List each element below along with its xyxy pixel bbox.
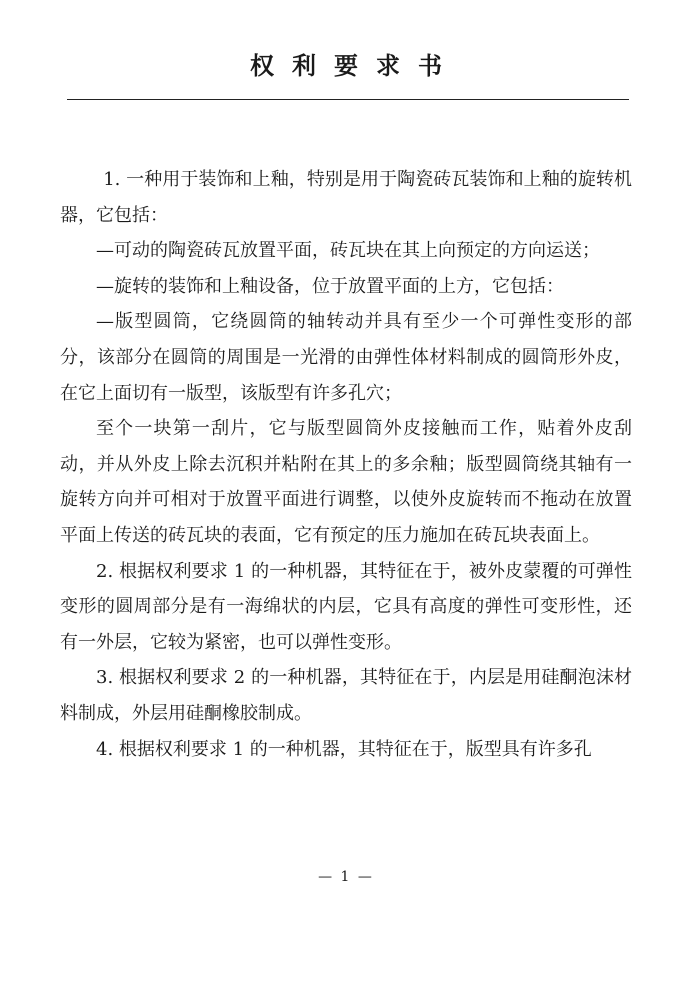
claim-1-item-cylinder: —版型圆筒，它绕圆筒的轴转动并具有至少一个可弹性变形的部分，该部分在圆筒的周围是一光滑的由弹性体材料制成的圆筒形外皮，在它上面切有一版型，该版型有许多孔穴； [60,311,632,404]
claim-1-item-rotary-device: —旋转的装饰和上釉设备，位于放置平面的上方，它包括： [96,275,564,297]
claims-body [60,162,632,767]
claim-2-paragraph: 2. 根据权利要求 1 的一种机器，其特征在于，被外皮蒙覆的可弹性变形的圆周部分是有一海绵状的内层，它具有高度的弹性可变形性，还有一外层，它较为紧密，也可以弹性变形。 [60,560,632,653]
claim-1-item-conveyor: —可动的陶瓷砖瓦放置平面，砖瓦块在其上向预定的方向运送； [96,240,600,262]
page-number: — 1 — [318,869,374,885]
claim-4-paragraph: 4. 根据权利要求 1 的一种机器，其特征在于，版型具有许多孔 [96,738,592,760]
claim-3-paragraph: 3. 根据权利要求 2 的一种机器，其特征在于，内层是用硅酮泡沫材料制成，外层用硅酮橡胶制成。 [60,667,632,724]
claim-1-paragraph: 1. 一种用于装饰和上釉，特别是用于陶瓷砖瓦装饰和上釉的旋转机器，它包括： [60,169,632,226]
claim-1-item-scraper: 至个一块第一刮片，它与版型圆筒外皮接触而工作，贴着外皮刮动，并从外皮上除去沉积并粘附在其上的多余釉；版型圆筒绕其轴有一旋转方向并可相对于放置平面进行调整，以使外皮旋转而不拖动在放置平面上传送的砖瓦块的表面，它有预定的压力施加在砖瓦块表面上。 [60,418,632,546]
document-title: 权利要求书 [250,51,460,80]
title-divider [67,99,629,100]
